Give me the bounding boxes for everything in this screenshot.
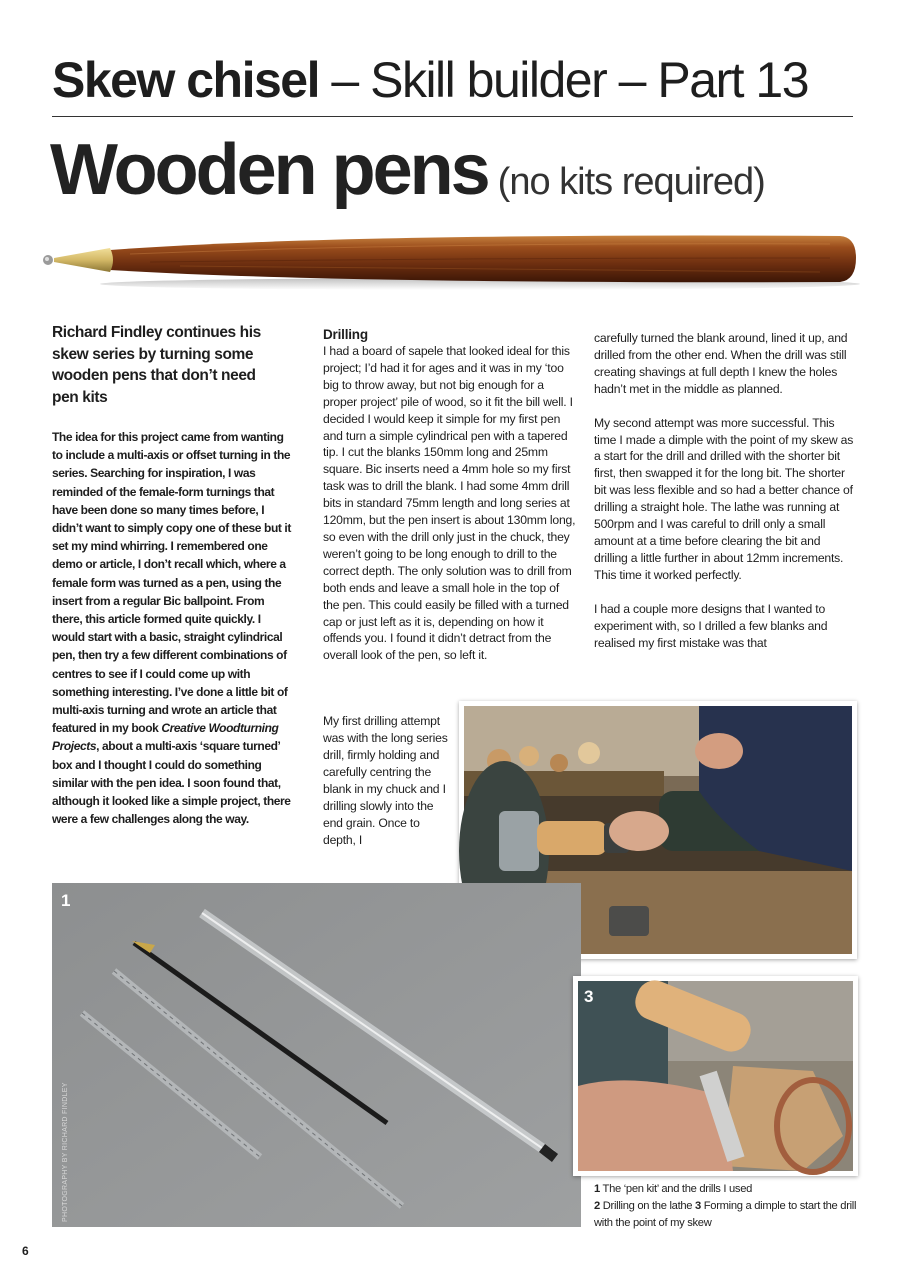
book-title: Creative Woodturning Projects xyxy=(52,721,279,754)
photo-3-number: 3 xyxy=(584,987,594,1006)
main-title xyxy=(50,128,765,232)
intro-text-2: , about a multi-axis ‘square turned’ box and I thought I could do something similar with the pen idea. I soon found that, although it looked like a simple project, there were a few challenges along the way. xyxy=(52,739,291,827)
photo-forming-dimple xyxy=(573,976,858,1176)
intro-paragraph xyxy=(52,428,292,828)
caption-2-text: Drilling on the lathe xyxy=(599,1200,696,1212)
caption-3-text: Forming a dimple to start the drill with the point of my skew xyxy=(594,1200,857,1229)
caption-1-number: 1 xyxy=(594,1183,600,1195)
drilling-paragraph-1: I had a board of sapele that looked ideal for this project; I’d had it for ages and it was in my ‘too big to throw away, but not big enough for a proper project’ pile of wood, so it fit the bill well. I decided I would keep it simple for my first pen and turn a simple cylindrical pen with a tapered tip. I cut the blanks 150mm long and 25mm square. Bic inserts need a 4mm hole so my first task was to drill the blank. I had some 4mm drill bits in standard 75mm length and long series at 120mm, but the pen insert is about 130mm long, so even with the drill only just in the chuck, they weren’t going to be long enough to drill to the correct depth. The only solution was to drill from both ends and leave a small hole in the top of the pen. This could easily be filled with a turned cap or just left as it is, depending on how it offends you. I found it didn’t detract from the overall look of the pen, so left it. xyxy=(323,344,576,663)
photo-1-number: 1 xyxy=(61,891,71,910)
article-title: Wooden pens xyxy=(50,130,488,210)
drilling-paragraph-4: My second attempt was more successful. This time I made a dimple with the point of my skew as a start for the drill and drilled with the shorter bit first, then swapped it for the long bit. The shorter bit was less flexible and so had a better chance of drilling a straight hole. The lathe was running at 500rpm and I was careful to drill only a small amount at a time before clearing the bit and drilling a little further in about 12mm increments. This time it worked perfectly. xyxy=(594,415,854,582)
standfirst: Richard Findley continues his skew series by turning some wooden pens that don’t need pen kits xyxy=(52,324,261,406)
title-divider xyxy=(52,116,853,117)
series-title-rest: – Skill builder – Part 13 xyxy=(319,52,809,108)
caption-1-text: The ‘pen kit’ and the drills I used xyxy=(599,1183,753,1195)
caption-3-number: 3 xyxy=(695,1200,701,1212)
series-title-bold: Skew chisel xyxy=(52,52,319,108)
drilling-heading: Drilling xyxy=(323,327,368,342)
series-title xyxy=(52,50,852,110)
photo-credit: PHOTOGRAPHY BY RICHARD FINDLEY xyxy=(62,1082,69,1222)
hero-pen-image xyxy=(40,228,860,294)
drilling-column xyxy=(323,326,578,681)
article-subtitle: (no kits required) xyxy=(497,161,765,203)
photo-captions xyxy=(594,1181,864,1232)
photo-pen-kit-drills xyxy=(52,883,581,1227)
intro-text-1: The idea for this project came from wanting to include a multi-axis or offset turning in the series. Searching for inspiration, I was reminded of the female-form turnings that have been done so many times before, I didn’t want to simply copy one of these but it set my mind whirring. I remembered one demo or article, I don’t recall which, where a female form was turned as a pen, using the insert from a regular Bic ballpoint. From there, this article formed quite quickly. I would start with a basic, straight cylindrical pen, then try a few different combinations of centres to see if I could come up with something interesting. I’ve done a little bit of multi-axis turning and wrote an article that featured in my book xyxy=(52,430,291,736)
drilling-paragraph-2: My first drilling attempt was with the long series drill, firmly holding and carefully centring the blank in my chuck and I drilling slowly into the end grain. Once to depth, I xyxy=(323,714,448,847)
right-column xyxy=(594,330,856,668)
drilling-paragraph-5: I had a couple more designs that I wanted to experiment with, so I drilled a few blanks and realised my first mistake was that xyxy=(594,601,828,650)
photo-3-image xyxy=(573,976,858,1176)
page-number: 6 xyxy=(22,1244,29,1258)
photo-1-image xyxy=(52,883,581,1227)
drilling-paragraph-3: carefully turned the blank around, lined it up, and drilled from the other end. When the drill was still creating shavings at full depth I knew the holes hadn’t met in the middle as planned. xyxy=(594,331,848,396)
caption-2-number: 2 xyxy=(594,1200,600,1212)
